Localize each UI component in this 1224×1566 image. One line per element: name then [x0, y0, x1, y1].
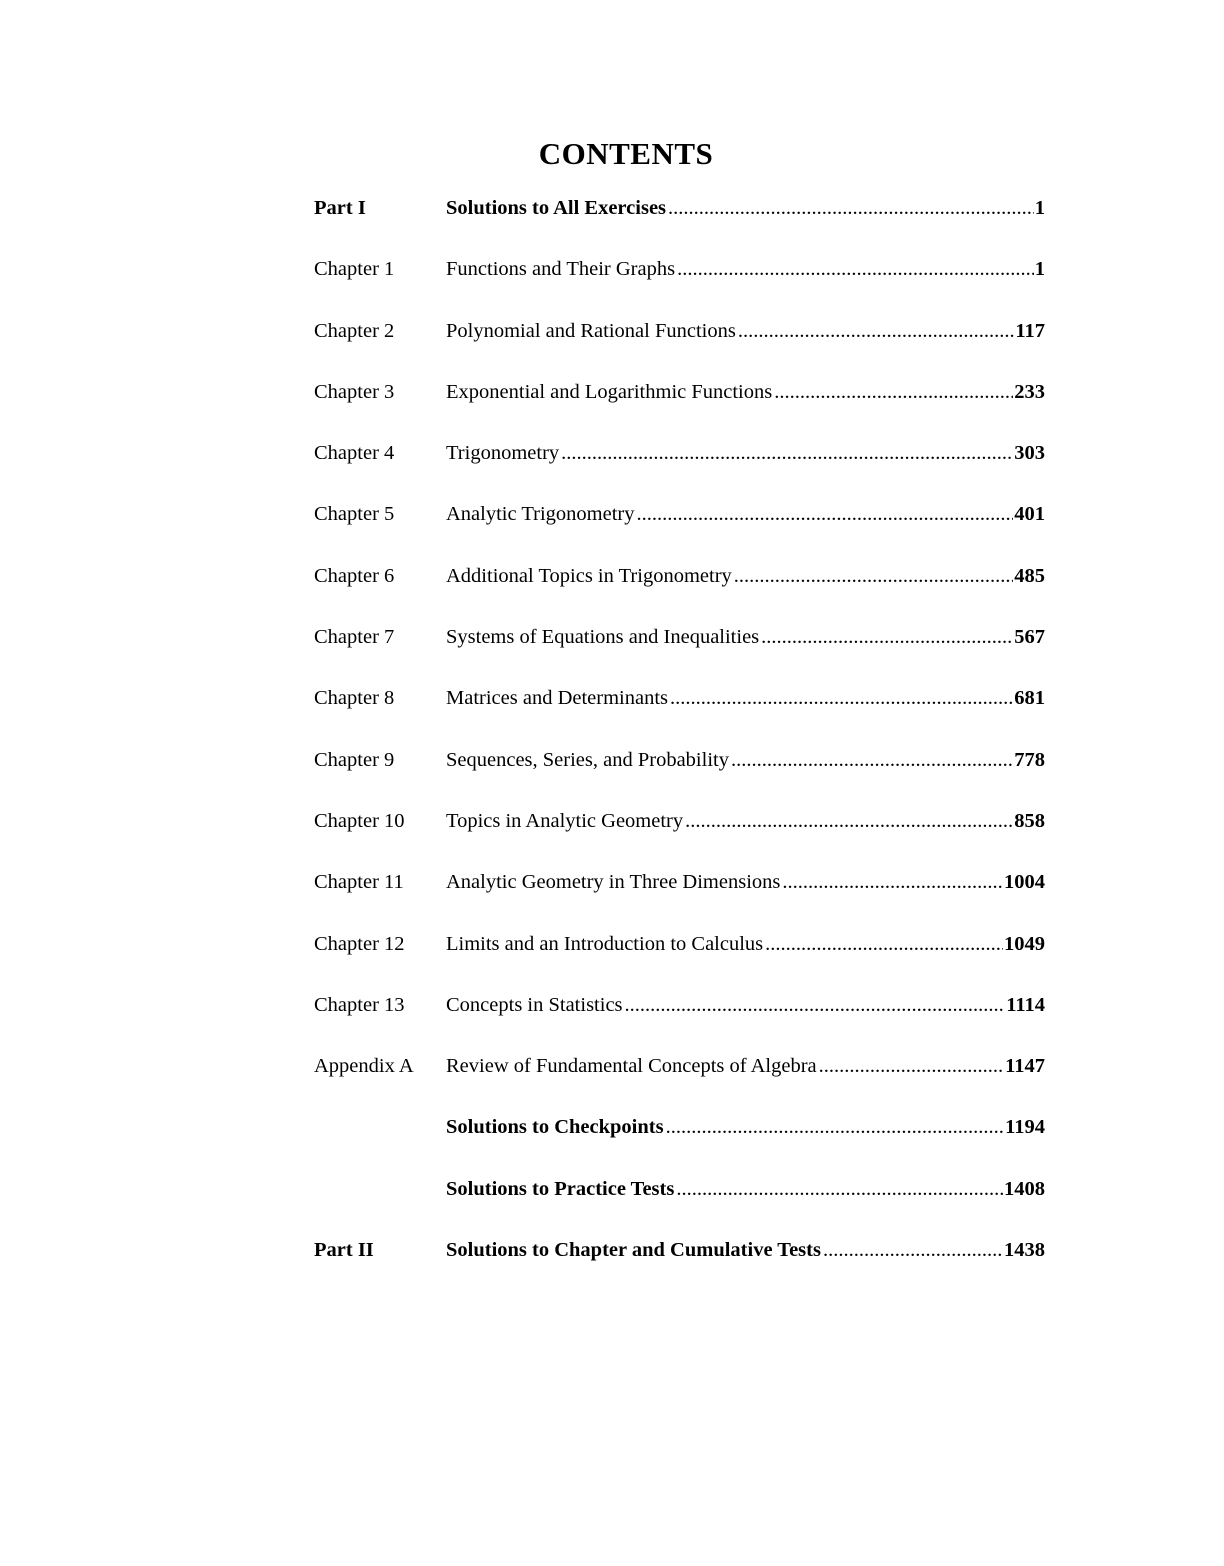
toc-page-number: 567 — [1014, 626, 1045, 649]
toc-page-number: 401 — [1014, 503, 1045, 526]
dot-leader — [765, 926, 1003, 962]
toc-title: Analytic Trigonometry — [446, 503, 635, 526]
toc-title: Review of Fundamental Concepts of Algebra — [446, 1055, 817, 1078]
toc-page-number: 233 — [1014, 380, 1045, 403]
toc-page-number: 778 — [1014, 748, 1045, 771]
table-of-contents — [314, 190, 1045, 1293]
toc-page-number: 1147 — [1005, 1055, 1045, 1078]
toc-title: Systems of Equations and Inequalities — [446, 626, 760, 649]
toc-label: Chapter 8 — [314, 687, 395, 710]
dot-leader — [819, 1048, 1005, 1084]
toc-row[interactable] — [314, 1048, 1045, 1109]
toc-row[interactable] — [314, 1232, 1045, 1293]
toc-label: Appendix A — [314, 1055, 414, 1078]
toc-title: Solutions to All Exercises — [446, 197, 667, 219]
dot-leader — [668, 190, 1034, 226]
toc-page-number: 1049 — [1004, 932, 1045, 955]
toc-label: Chapter 13 — [314, 993, 405, 1016]
toc-row[interactable] — [314, 190, 1045, 251]
toc-row[interactable] — [314, 926, 1045, 987]
toc-page-number: 303 — [1014, 442, 1045, 465]
page-title: CONTENTS — [538, 136, 714, 171]
toc-title: Polynomial and Rational Functions — [446, 319, 736, 342]
dot-leader — [774, 374, 1013, 410]
toc-row[interactable] — [314, 496, 1045, 557]
toc-label: Chapter 4 — [314, 442, 395, 465]
toc-page-number: 1114 — [1006, 993, 1045, 1016]
toc-label: Chapter 5 — [314, 503, 395, 526]
toc-page-number: 1 — [1034, 258, 1045, 281]
dot-leader — [625, 987, 1006, 1023]
toc-title: Topics in Analytic Geometry — [446, 809, 684, 832]
toc-title: Concepts in Statistics — [446, 993, 623, 1016]
toc-row[interactable] — [314, 619, 1045, 680]
toc-page-number: 1 — [1034, 197, 1045, 219]
dot-leader — [738, 313, 1015, 349]
toc-page-number: 1438 — [1004, 1239, 1045, 1262]
dot-leader — [823, 1232, 1003, 1268]
dot-leader — [676, 1171, 1003, 1207]
toc-title: Analytic Geometry in Three Dimensions — [446, 871, 781, 894]
dot-leader — [670, 680, 1013, 716]
toc-label: Chapter 1 — [314, 258, 395, 281]
dot-leader — [685, 803, 1013, 839]
toc-row[interactable] — [314, 1109, 1045, 1170]
toc-label: Chapter 10 — [314, 809, 405, 832]
toc-row[interactable] — [314, 987, 1045, 1048]
toc-page-number: 485 — [1014, 564, 1045, 587]
toc-page-number: 1408 — [1004, 1177, 1045, 1200]
dot-leader — [761, 619, 1013, 655]
toc-page-number: 681 — [1014, 687, 1045, 710]
toc-row[interactable] — [314, 374, 1045, 435]
dot-leader — [734, 558, 1013, 594]
toc-title: Exponential and Logarithmic Functions — [446, 380, 773, 403]
toc-label: Chapter 12 — [314, 932, 405, 955]
toc-label: Part I — [314, 197, 366, 219]
toc-row[interactable] — [314, 313, 1045, 374]
toc-title: Solutions to Chapter and Cumulative Tests — [446, 1239, 821, 1262]
toc-title: Sequences, Series, and Probability — [446, 748, 729, 771]
toc-label: Chapter 2 — [314, 319, 395, 342]
toc-label: Chapter 11 — [314, 871, 404, 894]
toc-row[interactable] — [314, 742, 1045, 803]
toc-page-number: 1004 — [1004, 871, 1045, 894]
dot-leader — [677, 251, 1034, 287]
toc-title: Functions and Their Graphs — [446, 258, 676, 281]
toc-row[interactable] — [314, 1171, 1045, 1232]
toc-title: Matrices and Determinants — [446, 687, 669, 710]
toc-page-number: 858 — [1014, 809, 1045, 832]
toc-row[interactable] — [314, 558, 1045, 619]
toc-title: Additional Topics in Trigonometry — [446, 564, 732, 587]
toc-label: Part II — [314, 1239, 374, 1262]
toc-row[interactable] — [314, 680, 1045, 741]
toc-title: Trigonometry — [446, 442, 560, 465]
toc-row[interactable] — [314, 251, 1045, 312]
toc-label: Chapter 7 — [314, 626, 395, 649]
toc-title: Limits and an Introduction to Calculus — [446, 932, 764, 955]
toc-row[interactable] — [314, 435, 1045, 496]
toc-title: Solutions to Practice Tests — [446, 1177, 675, 1200]
toc-page-number: 1194 — [1005, 1116, 1045, 1139]
toc-row[interactable] — [314, 864, 1045, 925]
toc-label: Chapter 6 — [314, 564, 395, 587]
toc-page-number: 117 — [1015, 319, 1045, 342]
toc-row[interactable] — [314, 803, 1045, 864]
toc-title: Solutions to Checkpoints — [446, 1116, 664, 1139]
dot-leader — [782, 864, 1003, 900]
dot-leader — [731, 742, 1013, 778]
dot-leader — [666, 1109, 1005, 1145]
toc-label: Chapter 3 — [314, 380, 395, 403]
toc-label: Chapter 9 — [314, 748, 395, 771]
dot-leader — [561, 435, 1013, 471]
dot-leader — [636, 496, 1013, 532]
